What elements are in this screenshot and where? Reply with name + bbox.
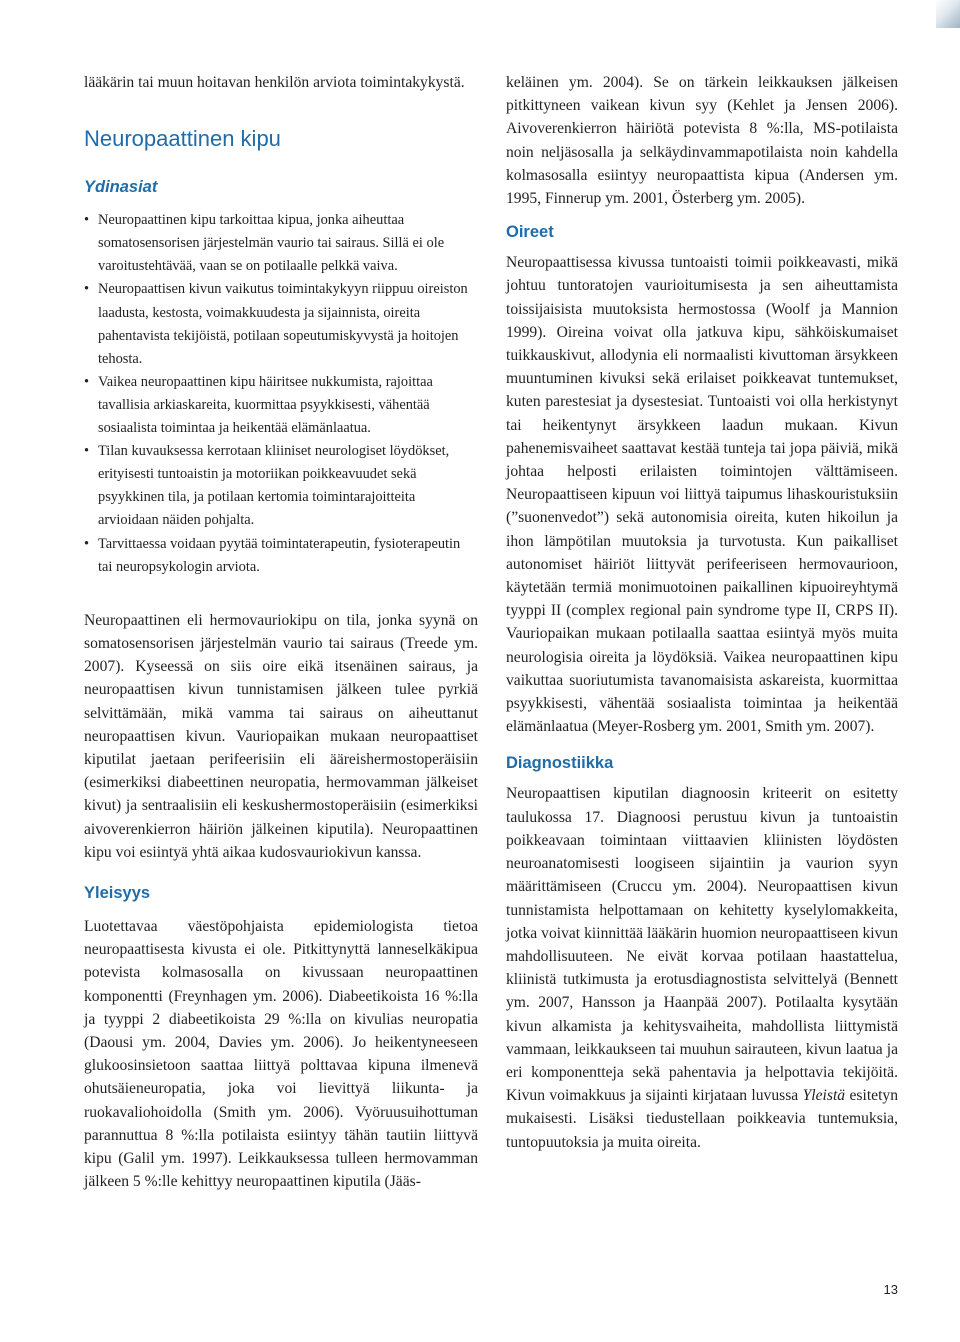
- bullet-icon: •: [84, 373, 90, 390]
- page-corner-decoration: [936, 0, 960, 28]
- bullet-icon: •: [84, 535, 90, 552]
- continuation-paragraph: keläinen ym. 2004). Se on tärkein leikkauksen jälkeisen pitkittyneen vaikean kivun syy (Kehlet ja Jensen 2006). Aivoverenkierron häiriötä potevista 8 %:lla, MS-potilaista noin neljäsosalla ja selkäydinvammapotilaista noin kahdella kolmasosalla esiintyy neuropaattista kipua (Andersen ym. 1995, Finnerup ym. 2001, Österberg ym. 2005).: [506, 74, 898, 208]
- bullet-icon: •: [84, 212, 90, 229]
- list-item: • Neuropaattinen kipu tarkoittaa kipua, jonka aiheuttaa somatosensorisen järjestelmän vaurio tai sairaus. Sillä ei ole varoitustehtävää, vaan se on potilaalle pelkkä vaiva.: [84, 209, 478, 278]
- list-item: • Tilan kuvauksessa kerrotaan kliiniset neurologiset löydökset, erityisesti tuntoaistin ja motoriikan poikkeavuudet sekä psyykkinen tila, ja potilaan kertomia toimintarajoitteita arvioidaan näiden pohjalta.: [84, 440, 478, 532]
- prevalence-paragraph: Luotettavaa väestöpohjaista epidemiologista tietoa neuropaattisesta kivusta ei ole. Pitkittynyttä lanneselkäkipua potevista kolmasosalla on kivussaan neuropaattinen komponentti (Freynhagen ym. 2006). Diabeetikoista 16 %:lla ja tyyppi 2 diabeetikoista 29 %:lla on kivulias neuropatia (Daousi ym. 2004, Davies ym. 2006). Jo heikentyneeseen glukoosinsietoon saattaa liittyä polttavaa kipuna ilmenevä ohutsäieneuropatia, joka voi lievittyä liikunta- ja ruokavaliohoidolla (Smith ym. 2006). Vyöruusuihottuman parannuttua 8 %:lla potilaista esiintyy tähän tautiin liittyvä kipu (Galil ym. 1997). Leikkauksessa tulleen hermovamman jälkeen 5 %:lle kehittyy neuropaattinen kiputila (Jääs-: [84, 917, 478, 1191]
- symptoms-paragraph: Neuropaattisessa kivussa tuntoaisti toimii poikkeavasti, mikä johtuu tuntoratojen vaurioitumisesta ja sen aiheuttamista toissijaisista muutoksista hermostossa (Woolf ja Mannion 1999). Oireina voivat olla jatkuva kipu, sähköiskumaiset tuikkauskivut, allodynia eli normaalisti kivuttoman ärsykkeen muuntuminen kivuksi sekä erilaiset poikkeavat tuntemukset, kuten parestesiat ja dysestesiat. Tuntoaisti voi olla herkistynyt tai heikentynyt ärsykkeen laadun mukaan. Kivun pahenemisvaiheet saattavat kestää tunteja tai jopa päiviä, mikä johtaa helposti erilaisten toimintojen välttämiseen. Neuropaattiseen kipuun voi liittyä taipumus lihaskouristuksiin (”suonenvedot”) sekä autonomisia oireita, kuten hikoilun ja ihon lämpötilan muutoksia ja turvotusta. Kun paikalliset autonomiset häiriöt liittyvät perifeeriseen hermovaurioon, käytetään termiä monimuotoinen paikallinen kipuoireyhtymä tyyppi II (complex regional pain syndrome type II, CRPS II). Vauriopaikan mukaan potilaalla saattaa esiintyä myös muita neurologisia oireita ja löydöksiä. Vaikea neuropaattinen kipu vaikuttaa suoriutumista tavanomaisista askareista, kuormittaa psyykkisesti, vähentää sosiaalista toimintaa ja heikentää elämänlaatua (Meyer-Rosberg ym. 2001, Smith ym. 2007).: [506, 254, 898, 736]
- cross-reference-link: Yleistä: [802, 1087, 846, 1105]
- bullet-icon: •: [84, 443, 90, 460]
- right-column: [506, 71, 898, 1154]
- diagnostics-paragraph: Neuropaattisen kiputilan diagnoosin kriteerit on esitetty taulukossa 17. Diagnoosi perustuu kivun ja tuntoaistin poikkeavaan toimintaan viittaavien kliinisten löydösten neuroanatomisesti loogiseen sijaintiin ja vaurion syyn määrittämiseen (Cruccu ym. 2004). Neuropaattisen kivun tunnistamista helpottamaan on kehitetty kyselylomakkeita, jotka voivat kiinnittää lääkärin huomion neuropaattiseen kivun mahdollisuuteen. Ne eivät korvaa potilaan haastattelua, kliinistä tutkimusta ja erotusdiagnostista selvittelyä (Bennett ym. 2007, Hansson ja Haanpää 2007). Potilaalta kysytään kivun alkamista ja kehitysvaiheita, mahdollista liittymistä vammaan, leikkaukseen tai muuhun sairauteen, kivun laatua ja eri komponentteja sekä pahentavia ja helpottavia tekijöitä. Kivun voimakkuus ja sijainti kirjataan luvussa Yleistä esitetyn mukaisesti. Lisäksi tiedustellaan poikkeavia tuntemuksia, tuntopuutoksia ja muita oireita.: [506, 785, 899, 1151]
- key-points-heading: Ydinasiat: [84, 178, 158, 197]
- section-heading-diagnostics: Diagnostiikka: [506, 754, 614, 773]
- definition-paragraph: Neuropaattinen eli hermovauriokipu on tila, jonka syynä on somatosensorisen järjestelmän vaurio tai sairaus (Treede ym. 2007). Kyseessä on siis oire eikä itsenäinen sairaus, ja neuropaattisen kivun tunnistamisen jälkeen tulee pyrkiä selvittämään, mikä vamma tai sairaus on aiheuttanut neuropaattisen kivun. Vauriopaikan mukaan neuropaattiset kiputilat jaetaan perifeerisiin eli ääreishermostoperäisiin (esimerkiksi diabeettinen neuropatia, hermovamman jälkeiset kivut) ja sentraalisiin eli keskushermostoperäisiin (esimerkiksi aivoverenkierron häiriön jälkeinen kiputila). Neuropaattinen kipu voi esiintyä yhtä aikaa kudosvauriokivun kanssa.: [84, 611, 478, 861]
- key-points-list: [84, 209, 478, 579]
- left-column: [84, 71, 478, 1193]
- list-item: • Vaikea neuropaattinen kipu häiritsee nukkumista, rajoittaa tavallisia arkiaskareita, kuormittaa psyykkisesti, vähentää sosiaalista toimintaa ja heikentää elämänlaatua.: [84, 371, 478, 440]
- intro-text: lääkärin tai muun hoitavan henkilön arviota toimintakykystä.: [84, 74, 465, 91]
- page-number: 13: [883, 1282, 898, 1297]
- section-heading-prevalence: Yleisyys: [84, 883, 151, 902]
- bullet-icon: •: [84, 281, 90, 298]
- list-item: • Neuropaattisen kivun vaikutus toimintakykyyn riippuu oireiston laadusta, kestosta, voimakkuudesta ja sijainnista, oireita pahentavista tekijöistä, potilaan sopeutumiskyvystä ja hoitojen tehosta.: [84, 278, 478, 370]
- list-item: • Tarvittaessa voidaan pyytää toimintaterapeutin, fysioterapeutin tai neuropsykologin arviota.: [84, 533, 478, 579]
- section-heading-symptoms: Oireet: [506, 223, 554, 242]
- chapter-heading: Neuropaattinen kipu: [84, 126, 281, 152]
